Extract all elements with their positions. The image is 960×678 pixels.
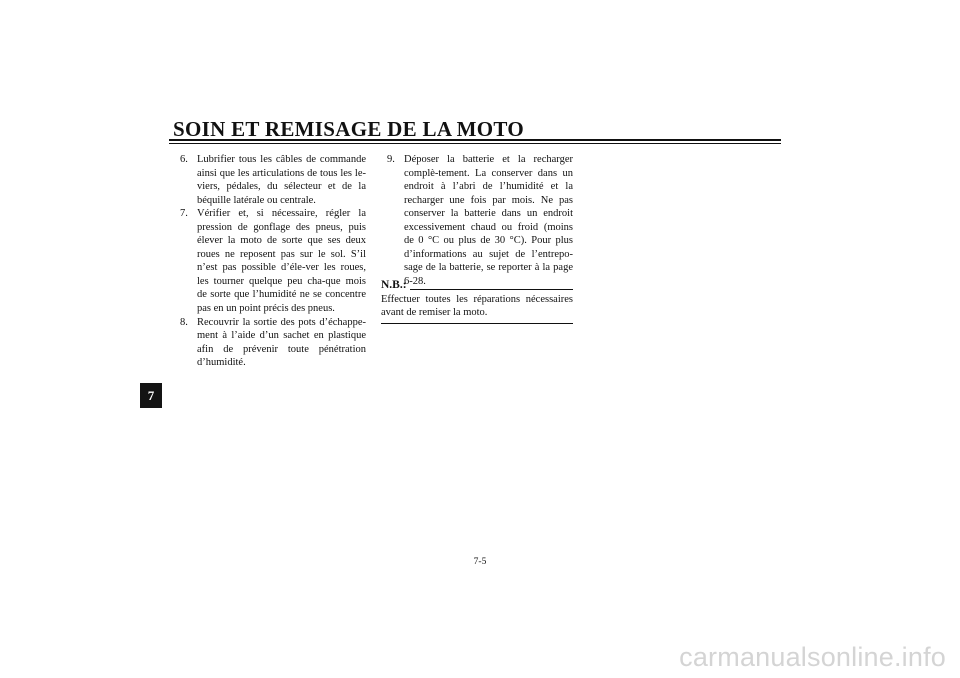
item-number: 9.	[387, 154, 395, 165]
item-text: Vérifier et, si nécessaire, régler la pression de gonflage des pneus, puis élever la moto de sorte que ses deux roues ne reposent pas sur le sol. S’il n’est pas possible d’éle-ver les roues, les tourner quelque peu cha-que mois de sorte que l’humidité ne se concentre pas en un point précis des pneus.	[197, 208, 366, 315]
right-column	[387, 153, 573, 288]
page-title: SOIN ET REMISAGE DE LA MOTO	[173, 117, 524, 141]
list-item	[180, 316, 366, 370]
item-number: 6.	[180, 154, 188, 165]
watermark: carmanualsonline.info	[679, 642, 946, 672]
list-item	[180, 153, 366, 207]
note-box	[381, 279, 573, 324]
item-text: Recouvrir la sortie des pots d’échappe-ment à l’aide d’un sachet en plastique afin de prévenir toute pénétration d’humidité.	[197, 316, 366, 369]
left-column	[180, 153, 366, 370]
list-item	[180, 207, 366, 315]
page-number: 7-5	[473, 557, 487, 567]
header-rule	[169, 139, 781, 144]
note-rule	[410, 289, 573, 290]
note-title: N.B.:	[381, 279, 407, 291]
note-header	[381, 279, 573, 293]
item-number: 7.	[180, 208, 188, 220]
item-text: Déposer la batterie et la recharger complè-tement. La conserver dans un endroit à l’abri de l’humidité et la recharger une fois par mois. Ne pas conserver la batterie dans un endroit excessivement chaud ou froid (moins de 0 °C ou plus de 30 °C). Pour plus d’informations au sujet de l’entrepo-sage de la batterie, se reporter à la page 6-28.	[404, 154, 573, 287]
note-bottom-rule	[381, 323, 573, 324]
chapter-tab: 7	[140, 383, 162, 408]
list-item	[387, 153, 573, 288]
item-number: 8.	[180, 316, 188, 328]
item-text: Lubrifier tous les câbles de commande ainsi que les articulations de tous les le-viers, pédales, du sélecteur et de la béquille latérale ou centrale.	[197, 154, 366, 206]
note-body: Effectuer toutes les réparations nécessaires avant de remiser la moto.	[381, 293, 573, 318]
